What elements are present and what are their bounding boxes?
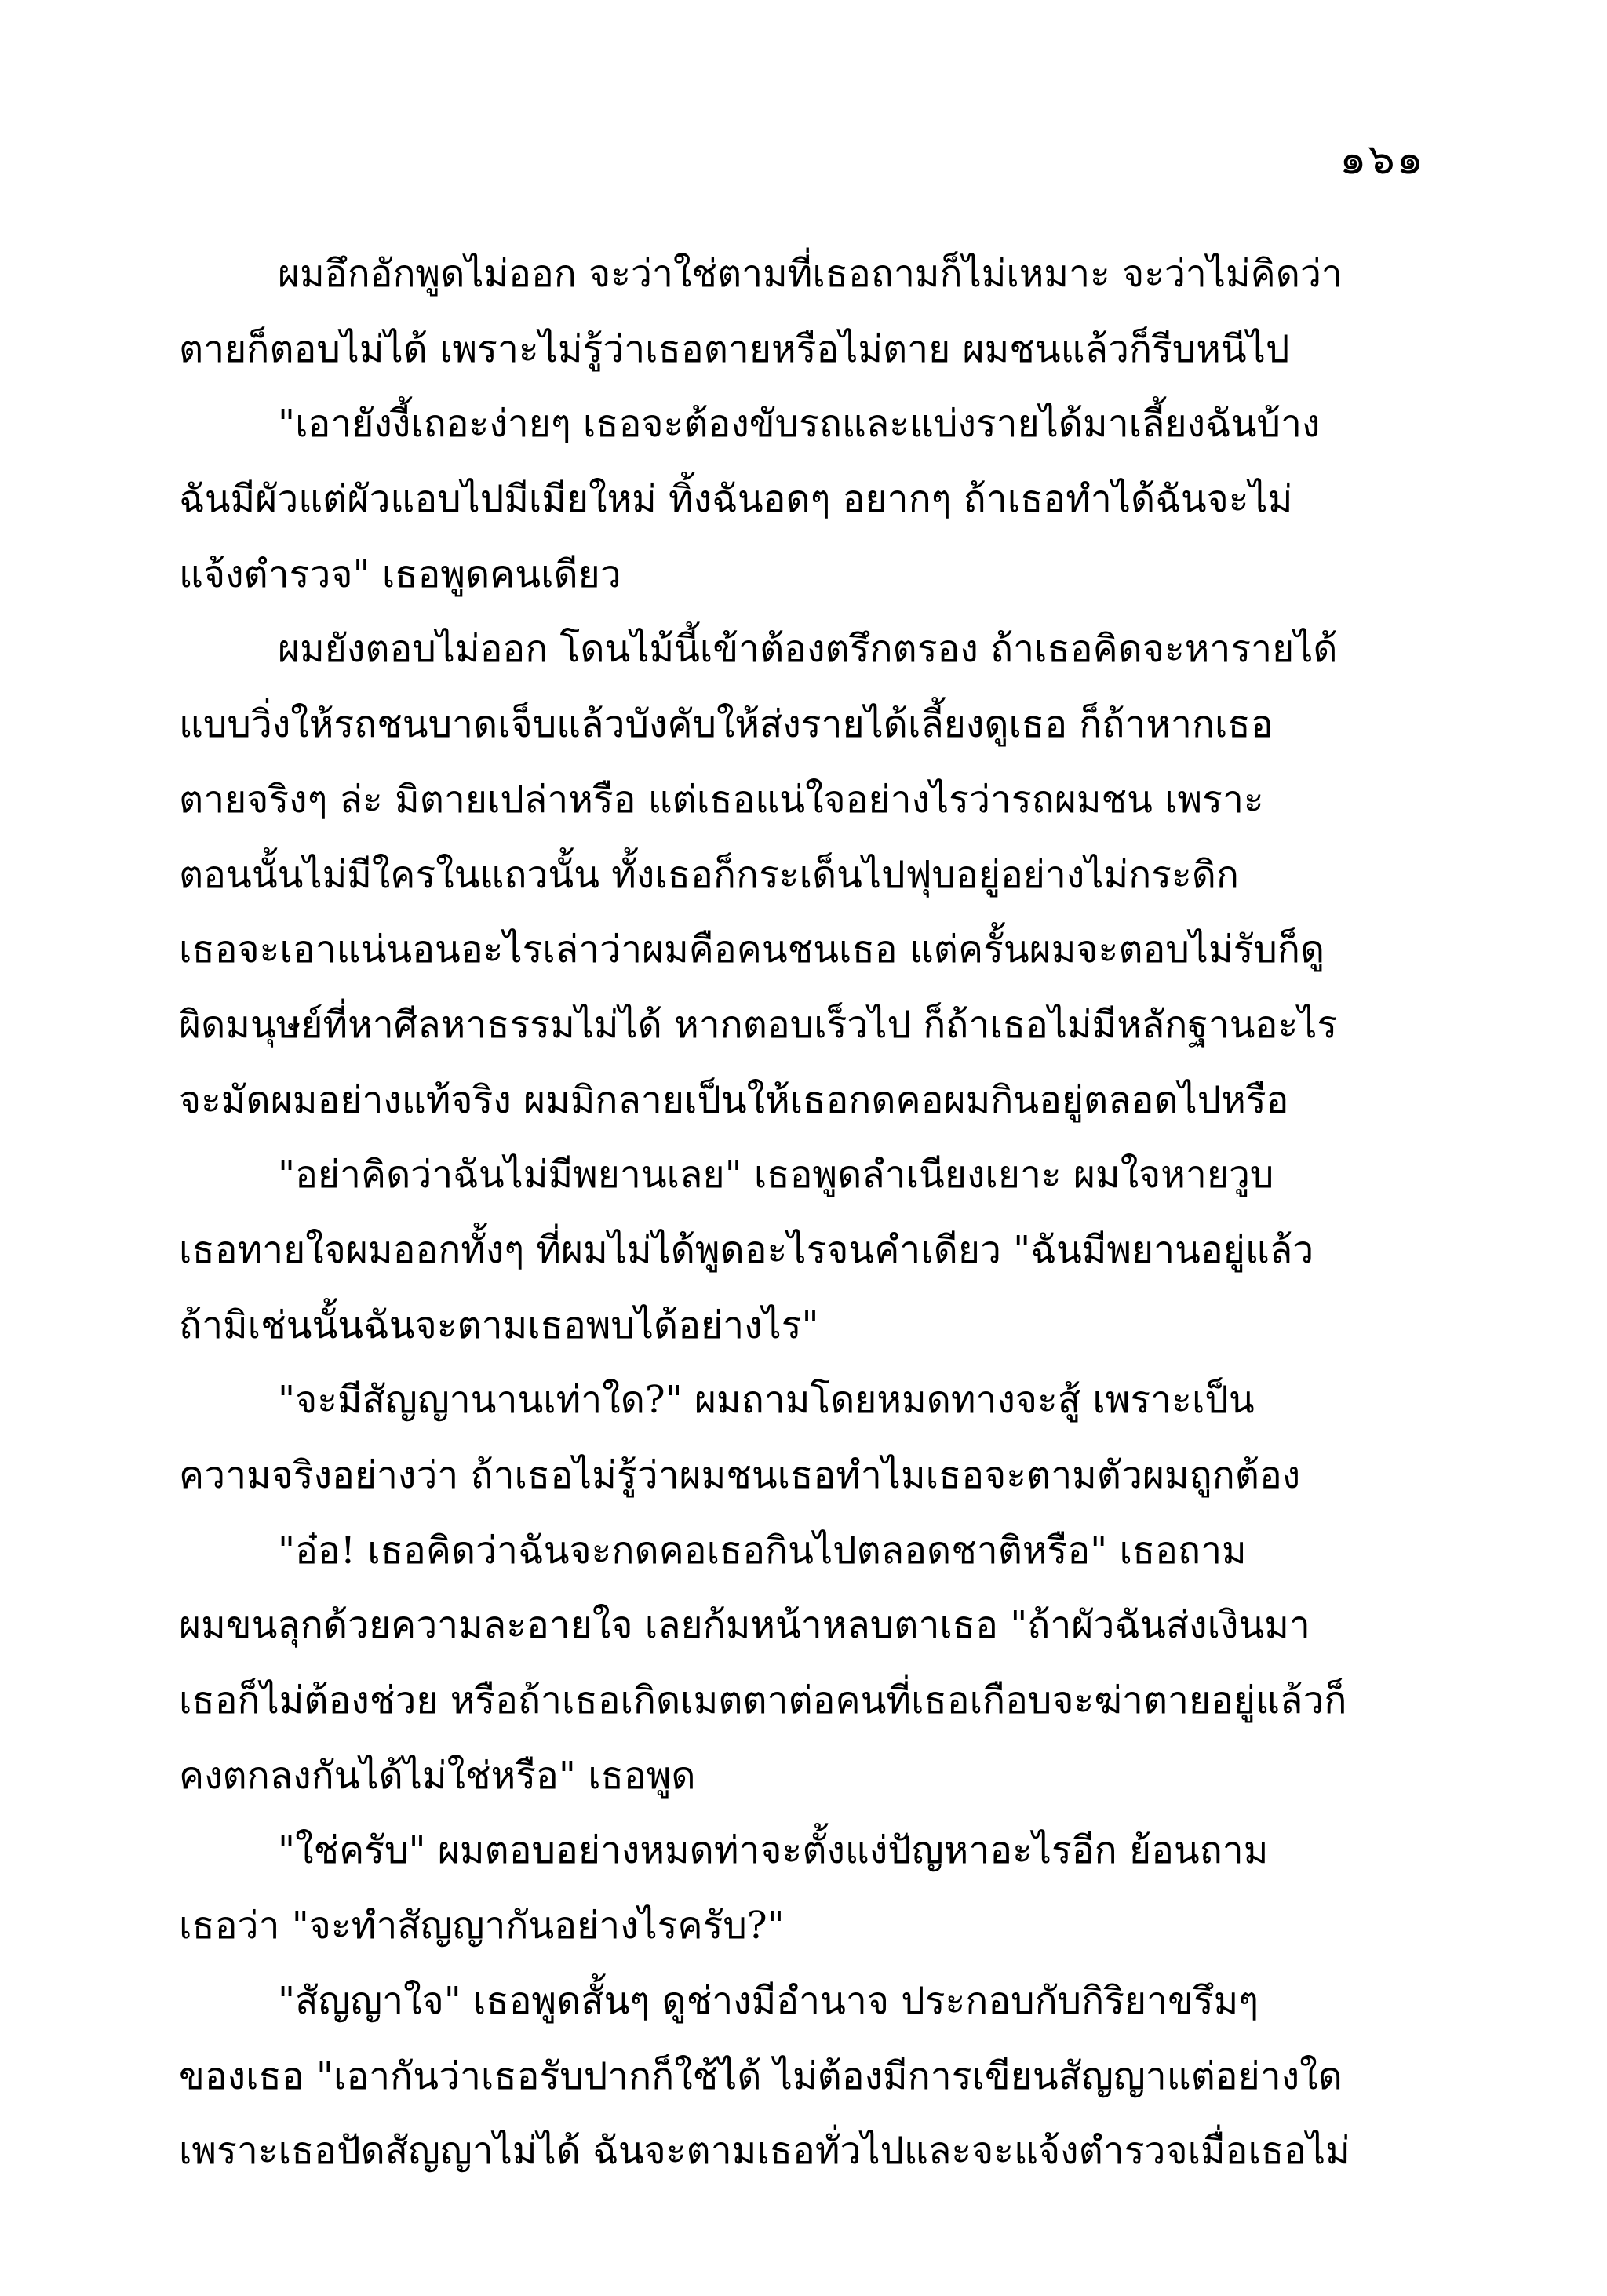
text-line: ผิดมนุษย์ที่หาศีลหาธรรมไม่ได้ หากตอบเร็วไป ก็ถ้าเธอไม่มีหลักฐานอะไร xyxy=(179,1002,1338,1047)
page-number: ๑๖๑ xyxy=(1339,134,1425,184)
text-line: เธอว่า "จะทำสัญญากันอย่างไรครับ?" xyxy=(179,1904,785,1948)
text-line: ผมยังตอบไม่ออก โดนไม้นี้เข้าต้องตรึกตรอง ถ้าเธอคิดจะหารายได้ xyxy=(278,627,1338,672)
text-line: ผมขนลุกด้วยความละอายใจ เลยก้มหน้าหลบตาเธอ "ถ้าผัวฉันส่งเงินมา xyxy=(179,1603,1310,1648)
text-line: ผมอึกอักพูดไม่ออก จะว่าใช่ตามที่เธอถามก็ไม่เหมาะ จะว่าไม่คิดว่า xyxy=(278,252,1343,296)
text-line: "อย่าคิดว่าฉันไม่มีพยานเลย" เธอพูดลำเนียงเยาะ ผมใจหายวูบ xyxy=(278,1153,1274,1197)
text-line: ถ้ามิเช่นนั้นฉันจะตามเธอพบได้อย่างไร" xyxy=(179,1303,819,1347)
text-line: "เอายังงี้เถอะง่ายๆ เธอจะต้องขับรถและแบ่งรายได้มาเลี้ยงฉันบ้าง xyxy=(278,402,1321,446)
text-line: คงตกลงกันได้ไม่ใช่หรือ" เธอพูด xyxy=(179,1753,696,1798)
text-line: "จะมีสัญญานานเท่าใด?" ผมถามโดยหมดทางจะสู้ เพราะเป็น xyxy=(278,1378,1255,1423)
text-line: "ใช่ครับ" ผมตอบอย่างหมดท่าจะตั้งแง่ปัญหาอะไรอีก ย้อนถาม xyxy=(278,1828,1269,1873)
text-line: "อ๋อ! เธอคิดว่าฉันจะกดคอเธอกินไปตลอดชาติหรือ" เธอถาม xyxy=(278,1528,1247,1573)
body-text xyxy=(179,237,1428,2189)
text-line: เธอทายใจผมออกทั้งๆ ที่ผมไม่ได้พูดอะไรจนคำเดียว "ฉันมีพยานอยู่แล้ว xyxy=(179,1227,1314,1272)
text-line: แจ้งตำรวจ" เธอพูดคนเดียว xyxy=(179,552,621,596)
text-line: ความจริงอย่างว่า ถ้าเธอไม่รู้ว่าผมชนเธอทำไมเธอจะตามตัวผมถูกต้อง xyxy=(179,1453,1301,1497)
text-line: ตายจริงๆ ล่ะ มิตายเปล่าหรือ แต่เธอแน่ใจอย่างไรว่ารถผมชน เพราะ xyxy=(179,777,1264,822)
text-line: เพราะเธอปัดสัญญาไม่ได้ ฉันจะตามเธอทั่วไปและจะแจ้งตำรวจเมื่อเธอไม่ xyxy=(179,2129,1350,2174)
text-line: เธอจะเอาแน่นอนอะไรเล่าว่าผมคือคนชนเธอ แต่ครั้นผมจะตอบไม่รับก็ดู xyxy=(179,928,1325,972)
text-line: ตายก็ตอบไม่ได้ เพราะไม่รู้ว่าเธอตายหรือไม่ตาย ผมชนแล้วก็รีบหนีไป xyxy=(179,326,1290,371)
text-line: ฉันมีผัวแต่ผัวแอบไปมีเมียใหม่ ทิ้งฉันอดๆ อยากๆ ถ้าเธอทำได้ฉันจะไม่ xyxy=(179,477,1293,522)
text-line: จะมัดผมอย่างแท้จริง ผมมิกลายเป็นให้เธอกดคอผมกินอยู่ตลอดไปหรือ xyxy=(179,1077,1289,1122)
text-line: แบบวิ่งให้รถชนบาดเจ็บแล้วบังคับให้ส่งรายได้เลี้ยงดูเธอ ก็ถ้าหากเธอ xyxy=(179,702,1274,747)
text-line: "สัญญาใจ" เธอพูดสั้นๆ ดูช่างมีอำนาจ ประกอบกับกิริยาขรึมๆ xyxy=(278,1978,1259,2023)
text-line: ตอนนั้นไม่มีใครในแถวนั้น ทั้งเธอก็กระเด็นไปฟุบอยู่อย่างไม่กระดิก xyxy=(179,852,1239,897)
text-line: ของเธอ "เอากันว่าเธอรับปากก็ใช้ได้ ไม่ต้องมีการเขียนสัญญาแต่อย่างใด xyxy=(179,2054,1343,2098)
text-line: เธอก็ไม่ต้องช่วย หรือถ้าเธอเกิดเมตตาต่อคนที่เธอเกือบจะฆ่าตายอยู่แล้วก็ xyxy=(179,1678,1347,1723)
